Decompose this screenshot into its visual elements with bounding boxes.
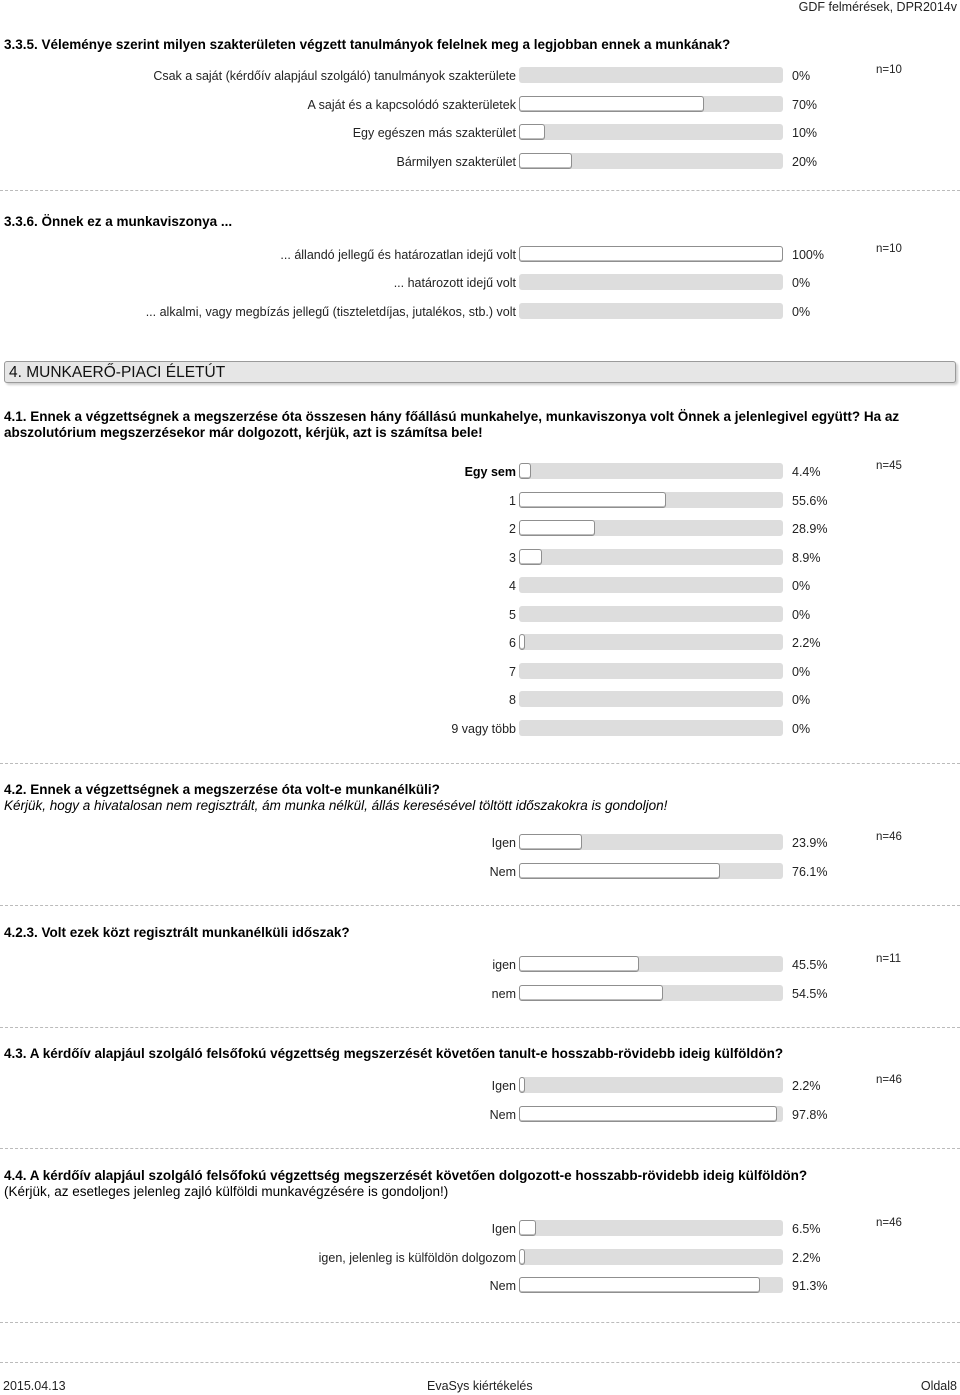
answer-label: igen <box>492 958 516 972</box>
question-subtitle: (Kérjük, az esetleges jelenleg zajló külföldi munkavégzésére is gondoljon!) <box>4 1184 449 1199</box>
answer-percent: 10% <box>792 126 818 140</box>
bar-track <box>519 956 783 972</box>
question-title: 4.1. Ennek a végzettségnek a megszerzése óta összesen hány főállású munkahelye, munkaviszonya volt Önnek a jelenlegivel együtt? Ha az abszolutórium megszerzésekor már dolgozott, kérjük, azt is számítsa bele! <box>4 409 900 440</box>
answer-percent: 23.9% <box>792 836 828 850</box>
answer-row <box>0 662 960 682</box>
response-count: n=10 <box>876 64 902 76</box>
answer-percent: 0% <box>792 608 811 622</box>
bar-fill <box>519 520 595 536</box>
answer-row <box>0 633 960 653</box>
answer-percent: 28.9% <box>792 522 828 536</box>
answer-label: Nem <box>489 1279 516 1293</box>
answer-row <box>0 548 960 568</box>
answer-label: ... határozott idejű volt <box>393 276 516 290</box>
answer-label: Nem <box>489 865 516 879</box>
separator <box>0 1148 960 1149</box>
question-title: 4.4. A kérdőív alapjául szolgáló felsőfokú végzettség megszerzését követően dolgozott-e hosszabb-rövidebb ideig külföldön? <box>4 1168 808 1183</box>
answer-percent: 2.2% <box>792 1251 821 1265</box>
footer-page: Oldal8 <box>920 1379 957 1393</box>
bar-track <box>519 1249 783 1265</box>
bar-track <box>519 549 783 565</box>
answer-label: 1 <box>509 494 516 508</box>
answer-label: 7 <box>509 665 516 679</box>
answer-row <box>0 519 960 539</box>
answer-percent: 97.8% <box>792 1108 828 1122</box>
answer-row <box>0 719 960 739</box>
answer-percent: 54.5% <box>792 987 828 1001</box>
bar-fill <box>519 124 545 140</box>
answer-percent: 0% <box>792 722 811 736</box>
question-title: 4.3. A kérdőív alapjául szolgáló felsőfokú végzettség megszerzését követően tanult-e hosszabb-rövidebb ideig külföldön? <box>4 1046 784 1061</box>
bar-track <box>519 153 783 169</box>
question-title: 3.3.5. Véleménye szerint milyen szakterületen végzett tanulmányok felelnek meg a legjobban ennek a munkának? <box>4 37 731 52</box>
answer-label: Egy egészen más szakterület <box>352 126 516 140</box>
response-count: n=45 <box>876 460 902 472</box>
response-count: n=10 <box>876 243 902 255</box>
answer-label: Nem <box>489 1108 516 1122</box>
bar-fill <box>519 1077 525 1093</box>
answer-percent: 100% <box>792 248 824 262</box>
section-title: 4. MUNKAERŐ-PIACI ÉLETÚT <box>9 364 226 381</box>
bar-track <box>519 274 783 290</box>
answer-row <box>0 690 960 710</box>
bar-fill <box>519 834 582 850</box>
bar-track <box>519 1277 783 1293</box>
answer-row <box>0 1276 960 1296</box>
separator <box>0 763 960 764</box>
answer-percent: 55.6% <box>792 494 828 508</box>
bar-track <box>519 834 783 850</box>
bar-track <box>519 463 783 479</box>
bar-track <box>519 246 783 262</box>
answer-row <box>0 152 960 172</box>
answer-label: 6 <box>509 636 516 650</box>
response-count: n=11 <box>876 953 902 965</box>
question-title: 4.2. Ennek a végzettségnek a megszerzése óta volt-e munkanélküli? <box>4 782 440 797</box>
separator <box>0 1362 960 1363</box>
answer-percent: 0% <box>792 305 811 319</box>
answer-percent: 0% <box>792 69 811 83</box>
answer-row <box>0 955 960 975</box>
bar-track <box>519 96 783 112</box>
answer-row <box>0 491 960 511</box>
answer-row <box>0 1105 960 1125</box>
answer-label: nem <box>491 987 516 1001</box>
answer-percent: 6.5% <box>792 1222 821 1236</box>
answer-percent: 0% <box>792 579 811 593</box>
answer-percent: 4.4% <box>792 465 821 479</box>
answer-percent: 45.5% <box>792 958 828 972</box>
answer-label: igen, jelenleg is külföldön dolgozom <box>318 1251 516 1265</box>
answer-row <box>0 1076 960 1096</box>
bar-track <box>519 577 783 593</box>
bar-fill <box>519 246 783 262</box>
answer-percent: 91.3% <box>792 1279 828 1293</box>
answer-label: Csak a saját (kérdőív alapjául szolgáló) tanulmányok szakterülete <box>153 69 516 83</box>
answer-label: 9 vagy több <box>451 722 516 736</box>
answer-label: Egy sem <box>464 465 516 479</box>
answer-percent: 76.1% <box>792 865 828 879</box>
answer-label: Igen <box>491 836 516 850</box>
bar-track <box>519 720 783 736</box>
answer-row <box>0 462 960 482</box>
answer-row <box>0 245 960 265</box>
bar-track <box>519 863 783 879</box>
bar-track <box>519 124 783 140</box>
answer-label: 5 <box>509 608 516 622</box>
answer-label: Igen <box>491 1222 516 1236</box>
bar-fill <box>519 1277 760 1293</box>
bar-track <box>519 520 783 536</box>
bar-track <box>519 1220 783 1236</box>
header-right: GDF felmérések, DPR2014v <box>798 0 957 14</box>
answer-row <box>0 576 960 596</box>
bar-fill <box>519 492 666 508</box>
bar-track <box>519 985 783 1001</box>
answer-row <box>0 1219 960 1239</box>
bar-fill <box>519 1106 777 1122</box>
bar-track <box>519 634 783 650</box>
answer-row <box>0 123 960 143</box>
bar-fill <box>519 863 720 879</box>
answer-label: 2 <box>509 522 516 536</box>
response-count: n=46 <box>876 1074 902 1086</box>
answer-percent: 2.2% <box>792 1079 821 1093</box>
bar-fill <box>519 634 525 650</box>
answer-label: ... alkalmi, vagy megbízás jellegű (tiszteletdíjas, jutalékos, stb.) volt <box>145 305 516 319</box>
bar-track <box>519 663 783 679</box>
question-subtitle: Kérjük, hogy a hivatalosan nem regisztrált, ám munka nélkül, állás keresésével töltött időszakokra is gondoljon! <box>4 798 668 813</box>
answer-percent: 0% <box>792 276 811 290</box>
answer-percent: 70% <box>792 98 818 112</box>
bar-track <box>519 67 783 83</box>
answer-row <box>0 833 960 853</box>
answer-row <box>0 605 960 625</box>
footer-date: 2015.04.13 <box>3 1379 66 1393</box>
answer-row <box>0 302 960 322</box>
bar-track <box>519 606 783 622</box>
bar-fill <box>519 956 639 972</box>
separator <box>0 905 960 906</box>
answer-percent: 0% <box>792 693 811 707</box>
answer-percent: 2.2% <box>792 636 821 650</box>
answer-label: 4 <box>509 579 516 593</box>
answer-row <box>0 862 960 882</box>
bar-fill <box>519 1220 536 1236</box>
answer-row <box>0 66 960 86</box>
question-title: 4.2.3. Volt ezek közt regisztrált munkanélküli időszak? <box>4 925 350 940</box>
bar-fill <box>519 549 542 565</box>
footer-center: EvaSys kiértékelés <box>427 1379 533 1393</box>
answer-row <box>0 1248 960 1268</box>
answer-label: Bármilyen szakterület <box>396 155 516 169</box>
response-count: n=46 <box>876 831 902 843</box>
bar-fill <box>519 1249 525 1265</box>
separator <box>0 1322 960 1323</box>
bar-track <box>519 1106 783 1122</box>
section-header <box>4 361 956 383</box>
bar-fill <box>519 96 704 112</box>
answer-percent: 8.9% <box>792 551 821 565</box>
question-title: 3.3.6. Önnek ez a munkaviszonya ... <box>4 214 233 229</box>
bar-fill <box>519 985 663 1001</box>
answer-row <box>0 984 960 1004</box>
bar-fill <box>519 463 531 479</box>
separator <box>0 190 960 191</box>
answer-row <box>0 273 960 293</box>
answer-label: Igen <box>491 1079 516 1093</box>
answer-label: 8 <box>509 693 516 707</box>
bar-fill <box>519 153 572 169</box>
bar-track <box>519 691 783 707</box>
separator <box>0 1027 960 1028</box>
answer-percent: 20% <box>792 155 818 169</box>
answer-percent: 0% <box>792 665 811 679</box>
answer-label: ... állandó jellegű és határozatlan idejű volt <box>280 248 516 262</box>
bar-track <box>519 1077 783 1093</box>
bar-track <box>519 492 783 508</box>
response-count: n=46 <box>876 1217 902 1229</box>
answer-label: 3 <box>509 551 516 565</box>
answer-row <box>0 95 960 115</box>
answer-label: A saját és a kapcsolódó szakterületek <box>307 98 516 112</box>
bar-track <box>519 303 783 319</box>
